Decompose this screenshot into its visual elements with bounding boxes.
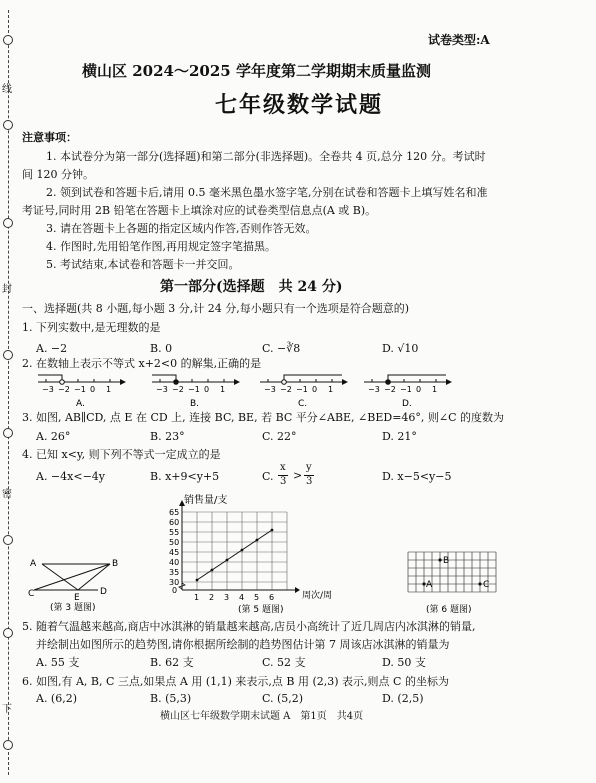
- paper-type: 试卷类型:A: [428, 33, 490, 47]
- q2-option-label: A.: [76, 399, 85, 408]
- trend-line: [197, 530, 272, 580]
- q5-option-d: D. 50 支: [382, 656, 426, 669]
- q2-option-label: C.: [298, 399, 308, 408]
- tick-label: −3: [156, 385, 168, 394]
- tick-label: 0: [204, 385, 210, 394]
- data-point: [256, 539, 259, 542]
- data-point: [211, 569, 214, 572]
- fig3-caption: (第 3 题图): [50, 603, 96, 613]
- tick-label: 1: [432, 385, 438, 394]
- x-tick-label: 3: [224, 593, 230, 602]
- q3-option-d: D. 21°: [382, 430, 417, 443]
- notice-line: 5. 考试结束,本试卷和答题卡一并交回。: [46, 258, 240, 271]
- fig5-ylabel: 销售量/支: [184, 495, 228, 506]
- tick-label: 1: [328, 385, 334, 394]
- q2-option-label: D.: [402, 399, 412, 408]
- q2-number-line-b: [150, 368, 246, 408]
- solution-ray: [284, 375, 342, 381]
- notice-line: 间 120 分钟。: [22, 168, 94, 181]
- figure-5-chart: [160, 492, 360, 618]
- subject-title: 七年级数学试题: [215, 92, 384, 118]
- tick-label: −3: [42, 385, 54, 394]
- y-tick-label-origin: 0: [172, 586, 178, 595]
- fig6-label-a: A: [426, 580, 433, 590]
- binding-hole: [3, 740, 13, 750]
- q4-option-c: C.: [262, 470, 274, 483]
- q2-number-line-c: [258, 368, 354, 408]
- tick-label: −3: [264, 385, 276, 394]
- q5-stem-line2: 并绘制出如图所示的趋势图,请你根据所绘制的趋势图估计第 7 周该店冰淇淋的销量为: [36, 638, 450, 651]
- tick-label: −1: [400, 385, 412, 394]
- q6-stem: 6. 如图,有 A, B, C 三点,如果点 A 用 (1,1) 来表示,点 B 用 (2,3) 表示,则点 C 的坐标为: [22, 675, 449, 688]
- solution-ray: [152, 375, 176, 381]
- solid-dot: [386, 380, 391, 385]
- q5-option-a: A. 55 支: [36, 656, 80, 669]
- margin-char: 密: [2, 489, 12, 500]
- q6-option-d: D. (2,5): [382, 692, 424, 705]
- q3-stem: 3. 如图, AB∥CD, 点 E 在 CD 上, 连接 BC, BE, 若 BC 平分∠ABE, ∠BED=46°, 则∠C 的度数为: [22, 411, 505, 424]
- binding-hole: [3, 628, 13, 638]
- fig3-label-a: A: [30, 559, 37, 569]
- y-tick-label: 50: [169, 538, 180, 547]
- q4-option-d: D. x−5<y−5: [382, 470, 452, 483]
- y-tick-label: 45: [169, 548, 180, 557]
- open-dot: [60, 380, 65, 385]
- fig6-point-b: [438, 558, 441, 561]
- solid-dot: [174, 380, 179, 385]
- axis-arrow: [446, 379, 452, 385]
- q3-option-a: A. 26°: [36, 430, 71, 443]
- tick-label: −1: [296, 385, 308, 394]
- exam-title: 横山区 2024～2025 学年度第二学期期末质量监测: [82, 62, 431, 80]
- q5-option-c: C. 52 支: [262, 656, 306, 669]
- binding-hole: [3, 120, 13, 130]
- margin-char: 下: [2, 704, 12, 715]
- x-tick-label: 1: [194, 593, 200, 602]
- binding-hole: [3, 350, 13, 360]
- q3-option-c: C. 22°: [262, 430, 297, 443]
- q2-number-line-d: [362, 368, 458, 408]
- part1-instruction: 一、选择题(共 8 小题,每小题 3 分,计 24 分,每小题只有一个选项是符合题意的): [22, 302, 410, 315]
- fig5-xlabel: 周次/周: [302, 591, 333, 601]
- notice-line: 3. 请在答题卡上各题的指定区域内作答,否则作答无效。: [46, 222, 317, 235]
- margin-char: 线: [2, 84, 12, 95]
- y-tick-label: 35: [169, 568, 180, 577]
- fig3-label-b: B: [112, 559, 119, 569]
- q4-option-a: A. −4x<−4y: [36, 470, 106, 483]
- q6-option-c: C. (5,2): [262, 692, 304, 705]
- q1-option-a: A. −2: [36, 342, 68, 355]
- solution-ray: [38, 375, 62, 381]
- tick-label: 0: [90, 385, 96, 394]
- notice-heading: 注意事项：: [22, 131, 77, 144]
- x-tick-label: 5: [254, 593, 260, 602]
- notice-line: 考证号,同时用 2B 铅笔在答题卡上填涂对应的试卷类型信息点(A 或 B)。: [22, 204, 377, 217]
- data-point: [241, 549, 244, 552]
- axis-arrow: [234, 379, 240, 385]
- tick-label: −2: [58, 385, 70, 394]
- page-footer: 横山区七年级数学期末试题 A 第1页 共4页: [160, 711, 364, 722]
- y-tick-label: 65: [169, 508, 180, 517]
- notice-line: 2. 领到试卷和答题卡后,请用 0.5 毫米黑色墨水签字笔,分别在试卷和答题卡上填写姓名和准: [46, 186, 488, 199]
- binding-hole: [3, 535, 13, 545]
- open-dot: [282, 380, 287, 385]
- tick-label: 1: [220, 385, 226, 394]
- notice-line: 4. 作图时,先用铅笔作图,再用规定签字笔描黑。: [46, 240, 276, 253]
- q6-option-b: B. (5,3): [150, 692, 192, 705]
- x-tick-label: 4: [239, 593, 245, 602]
- q2-number-line-a: [36, 368, 132, 408]
- q5-stem-line1: 5. 随着气温越来越高,商店中冰淇淋的销量越来越高,店员小高统计了近几周店内冰淇淋的销量,: [22, 620, 476, 633]
- fig3-label-e: E: [74, 593, 80, 603]
- binding-hole: [3, 35, 13, 45]
- q1-option-b: B. 0: [150, 342, 173, 355]
- data-point: [226, 559, 229, 562]
- figure-6-grid: [404, 551, 504, 615]
- solution-ray: [388, 375, 446, 381]
- fig6-caption: (第 6 题图): [426, 605, 472, 615]
- fig3-label-d: D: [100, 587, 107, 597]
- margin-char: 封: [2, 284, 12, 295]
- q2-option-label: B.: [190, 399, 200, 408]
- q4-option-c-fraction: x 3 > y 3: [280, 462, 313, 487]
- q2-stem: 2. 在数轴上表示不等式 x+2<0 的解集,正确的是: [22, 357, 262, 370]
- data-point: [196, 579, 199, 582]
- tick-label: −2: [384, 385, 396, 394]
- fig5-caption: (第 5 题图): [238, 605, 284, 615]
- y-tick-label: 40: [169, 558, 180, 567]
- q4-stem: 4. 已知 x<y, 则下列不等式一定成立的是: [22, 448, 221, 461]
- part1-title: 第一部分(选择题 共 24 分): [160, 279, 343, 295]
- x-tick-label: 6: [269, 593, 275, 602]
- axis-arrow: [120, 379, 126, 385]
- binding-hole: [3, 428, 13, 438]
- fig6-label-b: B: [443, 556, 450, 566]
- q5-option-b: B. 62 支: [150, 656, 194, 669]
- tick-label: 1: [106, 385, 112, 394]
- x-tick-label: 2: [209, 593, 215, 602]
- y-tick-label: 55: [169, 528, 180, 537]
- fig6-label-c: C: [483, 580, 490, 590]
- tick-label: 0: [312, 385, 318, 394]
- binding-hole: [3, 218, 13, 228]
- fig3-label-c: C: [28, 589, 35, 599]
- q1-option-d: D. √10: [382, 342, 419, 355]
- fig6-point-c: [478, 582, 481, 585]
- tick-label: −1: [188, 385, 200, 394]
- q3-option-b: B. 23°: [150, 430, 185, 443]
- tick-label: −2: [172, 385, 184, 394]
- q1-option-c: C. −∛8: [262, 342, 301, 355]
- y-tick-label: 30: [169, 578, 180, 587]
- tick-label: −1: [74, 385, 86, 394]
- data-point: [271, 529, 274, 532]
- x-axis-arrow: [295, 587, 300, 593]
- figure-3: [28, 552, 128, 614]
- notice-line: 1. 本试卷分为第一部分(选择题)和第二部分(非选择题)。全卷共 4 页,总分 120 分。考试时: [46, 150, 486, 163]
- tick-label: −2: [280, 385, 292, 394]
- tick-label: −3: [368, 385, 380, 394]
- q1-stem: 1. 下列实数中,是无理数的是: [22, 321, 161, 334]
- axis-arrow: [342, 379, 348, 385]
- q4-option-b: B. x+9<y+5: [150, 470, 220, 483]
- q6-option-a: A. (6,2): [36, 692, 78, 705]
- y-tick-label: 60: [169, 518, 180, 527]
- tick-label: 0: [416, 385, 422, 394]
